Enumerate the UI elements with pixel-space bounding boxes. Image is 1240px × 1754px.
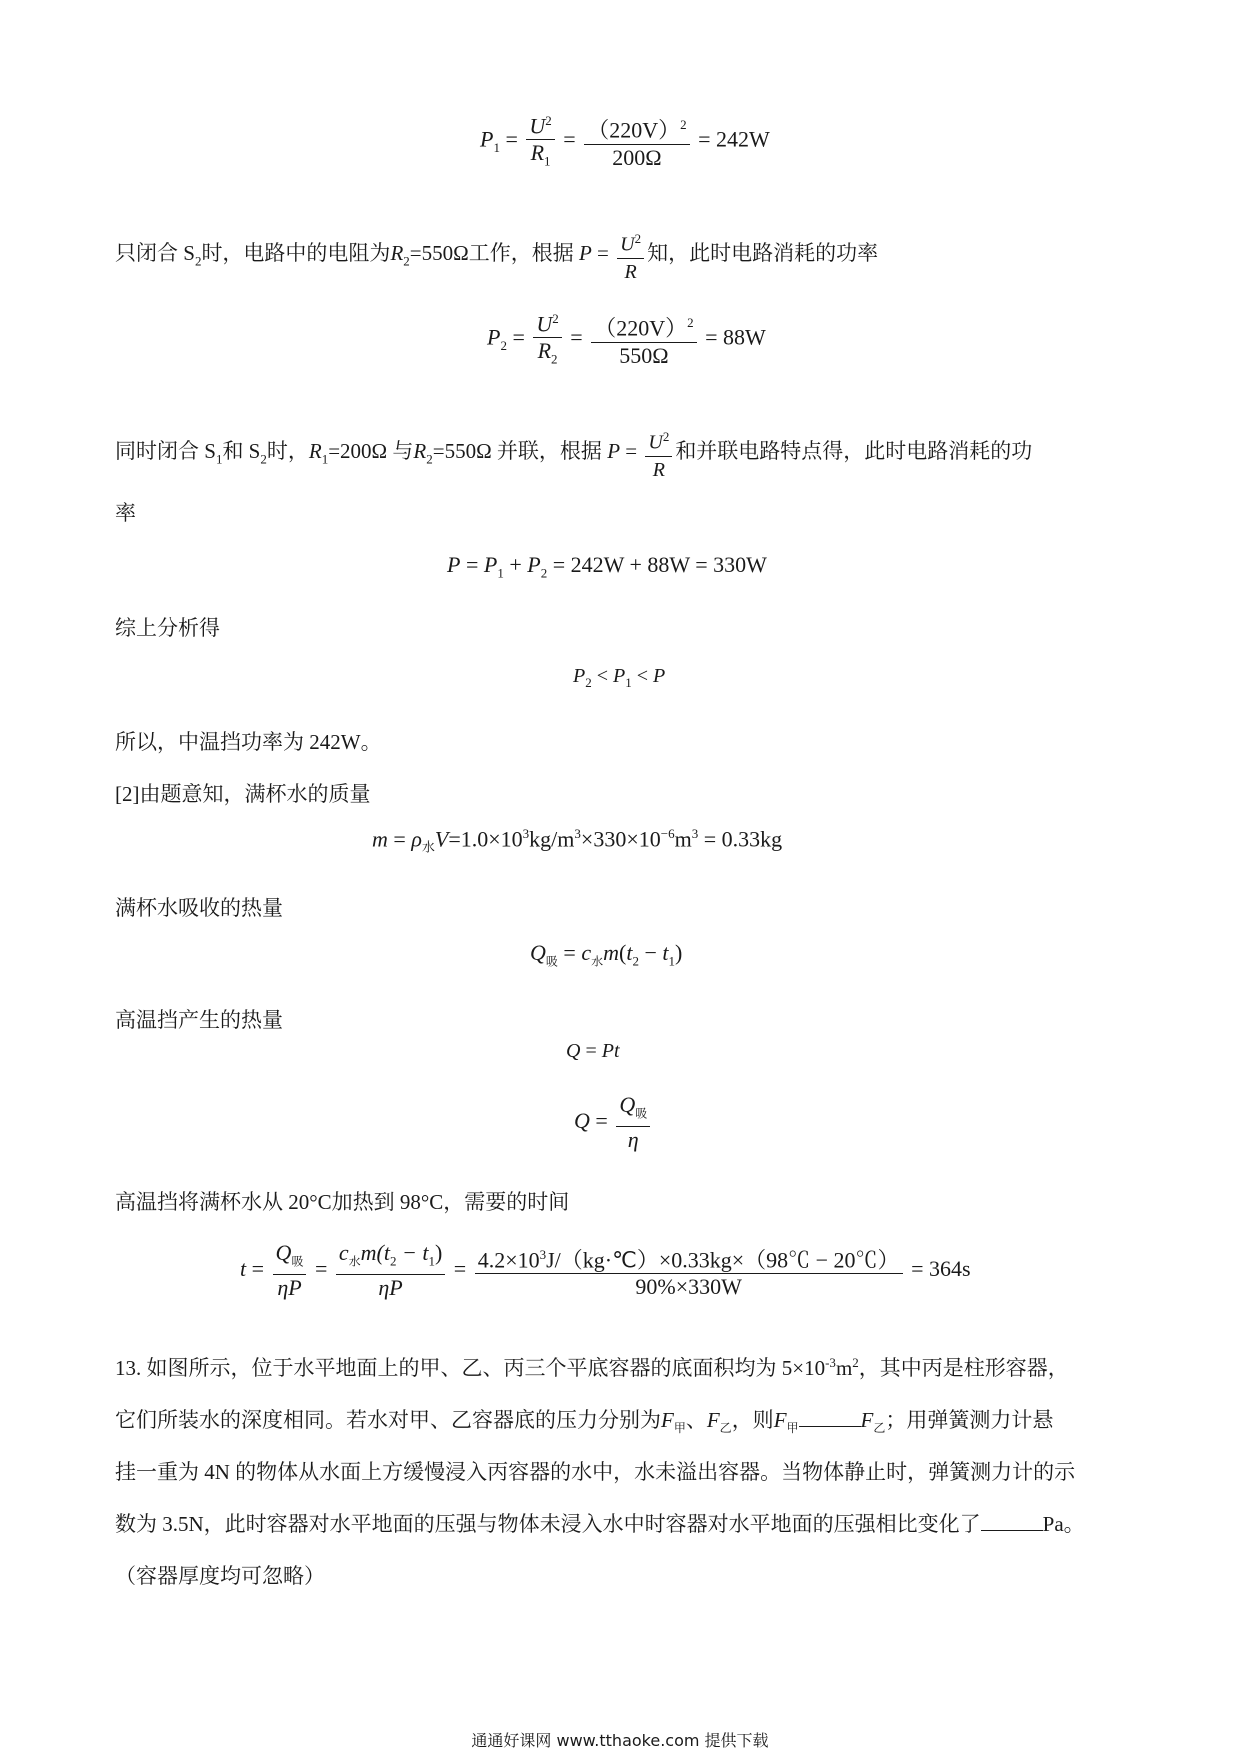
q13-line-2: 它们所装水的深度相同。若水对甲、乙容器底的压力分别为$F_甲$、$F_乙$，则$F_甲$ $F_乙$；用弹簧测力计悬	[115, 1408, 1054, 1436]
text-both-closed: 同时闭合 $S_1$和 $S_2$时，$R_1=200\Omega$ 与$R_2=550\Omega$ 并联，根据 P = $\frac{U^2}{R}$ 和并联电路特点得，此时电路消耗的功	[115, 424, 1032, 483]
equation-mass: $m = \rho_水V=1.0\times 10^3kg/m^3\times 330\times 10^{-6}m^3 = 0.33kg$	[372, 826, 783, 855]
q13-line-4: 数为 3.5N，此时容器对水平地面的压强与物体未浸入水中时容器对水平地面的压强相比变化了 Pa。	[115, 1512, 1085, 1536]
text-lv: 率	[115, 501, 136, 525]
equation-q-pt: Q = Pt	[566, 1040, 620, 1062]
equation-time: t = $\frac{Q_吸}{\eta P}$ = $\frac{c_水m(t_2 - t_1)}{\eta P}$ = $\frac{4.2\times 10^3J/(kg\cdot℃)\times 0.33kg\times(98℃ - 20℃)}{90\%\times 330W}$ = 364s	[240, 1240, 971, 1301]
footer: 通通好课网 www.tthaoke.com 提供下载	[471, 1731, 769, 1750]
text-s2-closed: 只闭合 $S_2$时，电路中的电阻为$R_2=550\Omega$工作，根据 P = $\frac{U^2}{R}$ 知，此时电路消耗的功率	[115, 226, 878, 285]
equation-p-total: $P = P_1 + P_2 = 242W + 88W = 330W$	[447, 552, 767, 581]
answer-blank-2[interactable]	[981, 1512, 1043, 1531]
answer-blank-1[interactable]	[799, 1408, 861, 1427]
equation-p1: $P_1$ = $\frac{U^2}{R_1}$ = $\frac{(220V)^2}{200\Omega}$ = 242W	[480, 108, 770, 175]
text-time: 高温挡将满杯水从 20°C加热到 98°C，需要的时间	[115, 1190, 570, 1214]
q13-line-5: （容器厚度均可忽略）	[115, 1564, 325, 1588]
text-q2-intro: [2]由题意知，满杯水的质量	[115, 782, 371, 806]
text-absorb: 满杯水吸收的热量	[115, 896, 283, 920]
text-heat: 高温挡产生的热量	[115, 1008, 283, 1032]
q13-line-3: 挂一重为 4N 的物体从水面上方缓慢浸入丙容器的水中，水未溢出容器。当物体静止时，弹簧测力计的示	[115, 1460, 1076, 1484]
text-summary: 综上分析得	[115, 616, 220, 640]
equation-q-eta: Q = $\frac{Q_吸}{\eta}$	[574, 1092, 653, 1153]
text-mid-power: 所以，中温挡功率为 242W。	[115, 730, 382, 754]
equation-p2: $P_2$ = $\frac{U^2}{R_2}$ = $\frac{(220V)^2}{550\Omega}$ = 88W	[487, 306, 766, 373]
equation-order: $P_2 < P_1 < P$	[573, 665, 666, 690]
equation-q-absorb: $Q_吸 = c_水m(t_2 - t_1)$	[530, 940, 683, 969]
q13-line-1: 13. 如图所示，位于水平地面上的甲、乙、丙三个平底容器的底面积均为 $5\times 10^{-3}m^2$，其中丙是柱形容器，	[115, 1355, 1069, 1380]
